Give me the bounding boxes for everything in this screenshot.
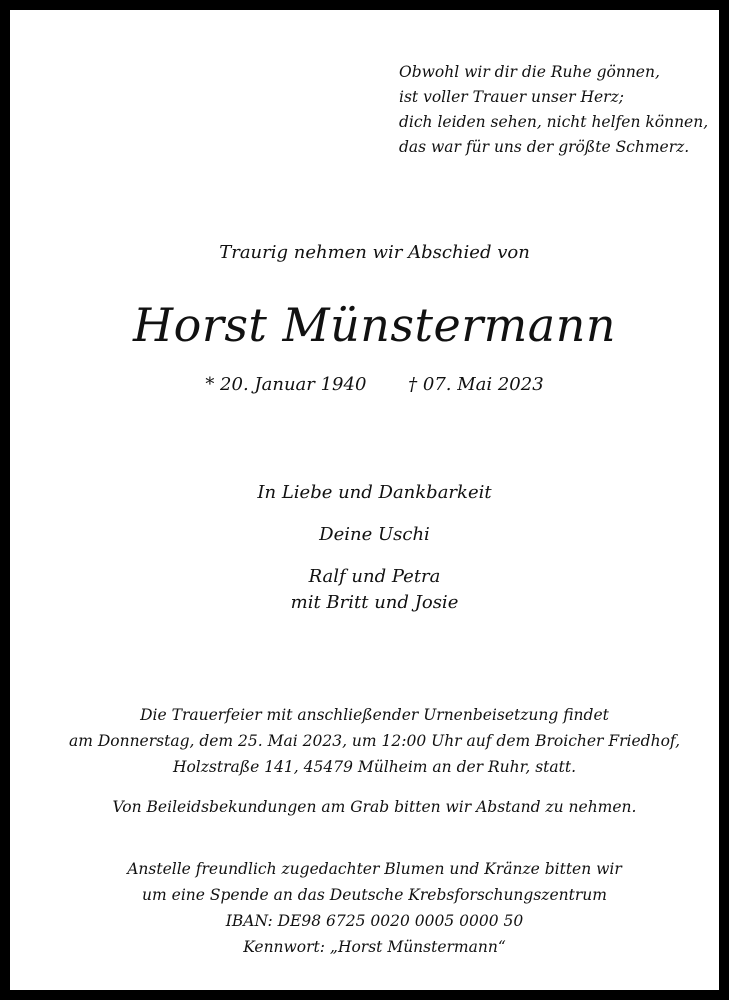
iban-line: IBAN: DE98 6725 0020 0005 0000 50: [225, 912, 524, 930]
service-line: Die Trauerfeier mit anschließender Urnenbeisetzung findet: [140, 706, 609, 724]
condolence-note: Von Beileidsbekundungen am Grab bitten wir Abstand zu nehmen.: [112, 798, 637, 816]
dedication-line: In Liebe und Dankbarkeit: [257, 482, 492, 503]
poem-line: ist voller Trauer unser Herz;: [399, 88, 624, 106]
poem-line: dich leiden sehen, nicht helfen können,: [399, 113, 709, 131]
service-line: am Donnerstag, dem 25. Mai 2023, um 12:00 Uhr auf dem Broicher Friedhof,: [68, 732, 681, 750]
service-line: Holzstraße 141, 45479 Mülheim an der Ruhr, statt.: [172, 758, 577, 776]
grandchildren-line: mit Britt und Josie: [290, 592, 459, 613]
poem-line: das war für uns der größte Schmerz.: [399, 138, 690, 156]
service-info: [10, 702, 729, 780]
death-date: † 07. Mai 2023: [408, 374, 544, 395]
donation-line: Anstelle freundlich zugedachter Blumen und Kränze bitten wir: [127, 860, 622, 878]
deceased-name: Horst Münstermann: [133, 298, 616, 352]
family-block: [10, 480, 729, 616]
poem-block: [399, 60, 719, 160]
keyword-line: Kennwort: „Horst Münstermann“: [243, 938, 506, 956]
life-dates: [10, 374, 729, 395]
spouse-line: Deine Uschi: [319, 524, 430, 545]
donation-info: [10, 856, 729, 960]
intro-text: Traurig nehmen wir Abschied von: [219, 242, 530, 263]
children-line: Ralf und Petra: [308, 566, 441, 587]
birth-date: * 20. Januar 1940: [205, 374, 367, 395]
donation-line: um eine Spende an das Deutsche Krebsforschungszentrum: [142, 886, 607, 904]
poem-line: Obwohl wir dir die Ruhe gönnen,: [399, 63, 660, 81]
